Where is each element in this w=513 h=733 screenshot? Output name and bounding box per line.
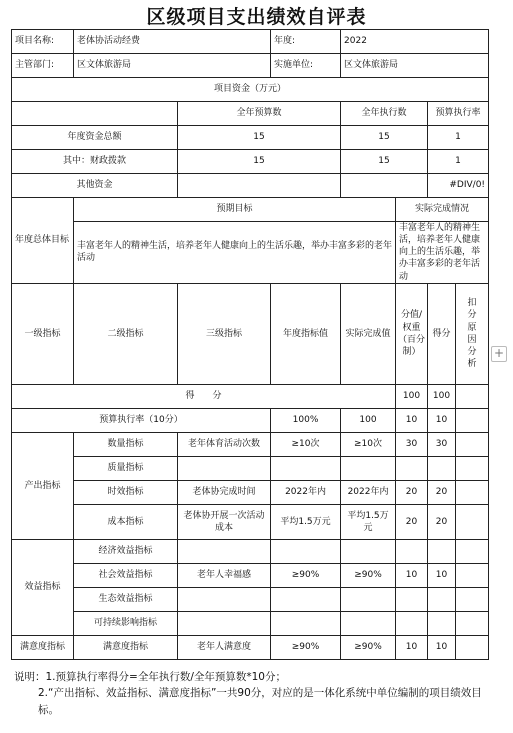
funds-row: 其中：财政拨款 15 15 1 bbox=[12, 150, 489, 174]
level2-header: 二级指标 bbox=[74, 283, 178, 384]
table-row: 社会效益指标 老年人幸福感 ≥90% ≥90% 10 10 bbox=[12, 563, 489, 587]
funds-exec-header: 全年执行数 bbox=[341, 102, 428, 126]
funds-section-label: 项目资金（万元） bbox=[12, 78, 489, 102]
indicator-header-row bbox=[12, 283, 489, 384]
expected-goal-header: 预期目标 bbox=[74, 198, 396, 222]
notes bbox=[14, 669, 484, 718]
satisfaction-indicator-label: 满意度指标 bbox=[12, 635, 74, 659]
total-weight: 100 bbox=[396, 384, 428, 408]
note-line-1: 说明：1.预算执行率得分=全年执行数/全年预算数*10分； bbox=[14, 671, 286, 683]
actual-goal-text: 丰富老年人的精神生活，培养老年人健康向上的生活乐趣，举办丰富多彩的老年活动 bbox=[396, 222, 489, 284]
note-line-2: 2.“产出指标、效益指标、满意度指标”一共90分，对应的是一体化系统中单位编制的项目绩效目标。 bbox=[38, 687, 482, 716]
table-row: 可持续影响指标 bbox=[12, 611, 489, 635]
actual-header: 实际完成值 bbox=[341, 283, 396, 384]
dept-value: 区文体旅游局 bbox=[74, 54, 271, 78]
year-value: 2022 bbox=[341, 30, 489, 54]
score-header: 得分 bbox=[428, 283, 456, 384]
project-name-value: 老体协活动经费 bbox=[74, 30, 271, 54]
output-indicator-label: 产出指标 bbox=[12, 432, 74, 539]
impl-label: 实施单位: bbox=[271, 54, 341, 78]
funds-header-row bbox=[12, 102, 489, 126]
table-row: 满意度指标 满意度指标 老年人满意度 ≥90% ≥90% 10 10 bbox=[12, 635, 489, 659]
table-row: 效益指标 经济效益指标 bbox=[12, 539, 489, 563]
expected-goal-text: 丰富老年人的精神生活，培养老年人健康向上的生活乐趣，举办丰富多彩的老年活动 bbox=[74, 222, 396, 284]
project-name-row bbox=[12, 30, 489, 54]
impl-value: 区文体旅游局 bbox=[341, 54, 489, 78]
evaluation-table bbox=[11, 29, 489, 660]
funds-budget-header: 全年预算数 bbox=[178, 102, 341, 126]
year-label: 年度: bbox=[271, 30, 341, 54]
target-header: 年度指标值 bbox=[271, 283, 341, 384]
total-score-label: 得 分 bbox=[12, 384, 396, 408]
actual-goal-header: 实际完成情况 bbox=[396, 198, 489, 222]
goals-label: 年度总体目标 bbox=[12, 198, 74, 284]
table-row: 成本指标 老体协开展一次活动成本 平均1.5万元 平均1.5万元 20 20 bbox=[12, 504, 489, 539]
weight-header: 分值/权重（百分制） bbox=[396, 283, 428, 384]
exec-rate-row: 预算执行率（10分） 100% 100 10 10 bbox=[12, 408, 489, 432]
total-score: 100 bbox=[428, 384, 456, 408]
level1-header: 一级指标 bbox=[12, 283, 74, 384]
exec-rate-label: 预算执行率（10分） bbox=[12, 408, 271, 432]
other-funds-rate-error: #DIV/0! bbox=[428, 174, 489, 198]
project-name-label: 项目名称: bbox=[12, 30, 74, 54]
goals-header-row bbox=[12, 198, 489, 222]
table-row: 生态效益指标 bbox=[12, 587, 489, 611]
goals-text-row bbox=[12, 222, 489, 284]
funds-row: 年度资金总额 15 15 1 bbox=[12, 126, 489, 150]
funds-rate-header: 预算执行率 bbox=[428, 102, 489, 126]
funds-section-row bbox=[12, 78, 489, 102]
dept-label: 主管部门: bbox=[12, 54, 74, 78]
reason-header: 扣分原因分析 bbox=[456, 283, 489, 384]
level3-header: 三级指标 bbox=[178, 283, 271, 384]
dept-row bbox=[12, 54, 489, 78]
benefit-indicator-label: 效益指标 bbox=[12, 539, 74, 635]
expand-plus-icon[interactable]: + bbox=[491, 346, 507, 362]
table-row: 时效指标 老体协完成时间 2022年内 2022年内 20 20 bbox=[12, 480, 489, 504]
page-title: 区级项目支出绩效自评表 bbox=[146, 6, 367, 28]
table-row: 产出指标 数量指标 老年体育活动次数 ≥10次 ≥10次 30 30 bbox=[12, 432, 489, 456]
funds-row: 其他资金 #DIV/0! bbox=[12, 174, 489, 198]
table-row: 质量指标 bbox=[12, 456, 489, 480]
total-score-row bbox=[12, 384, 489, 408]
